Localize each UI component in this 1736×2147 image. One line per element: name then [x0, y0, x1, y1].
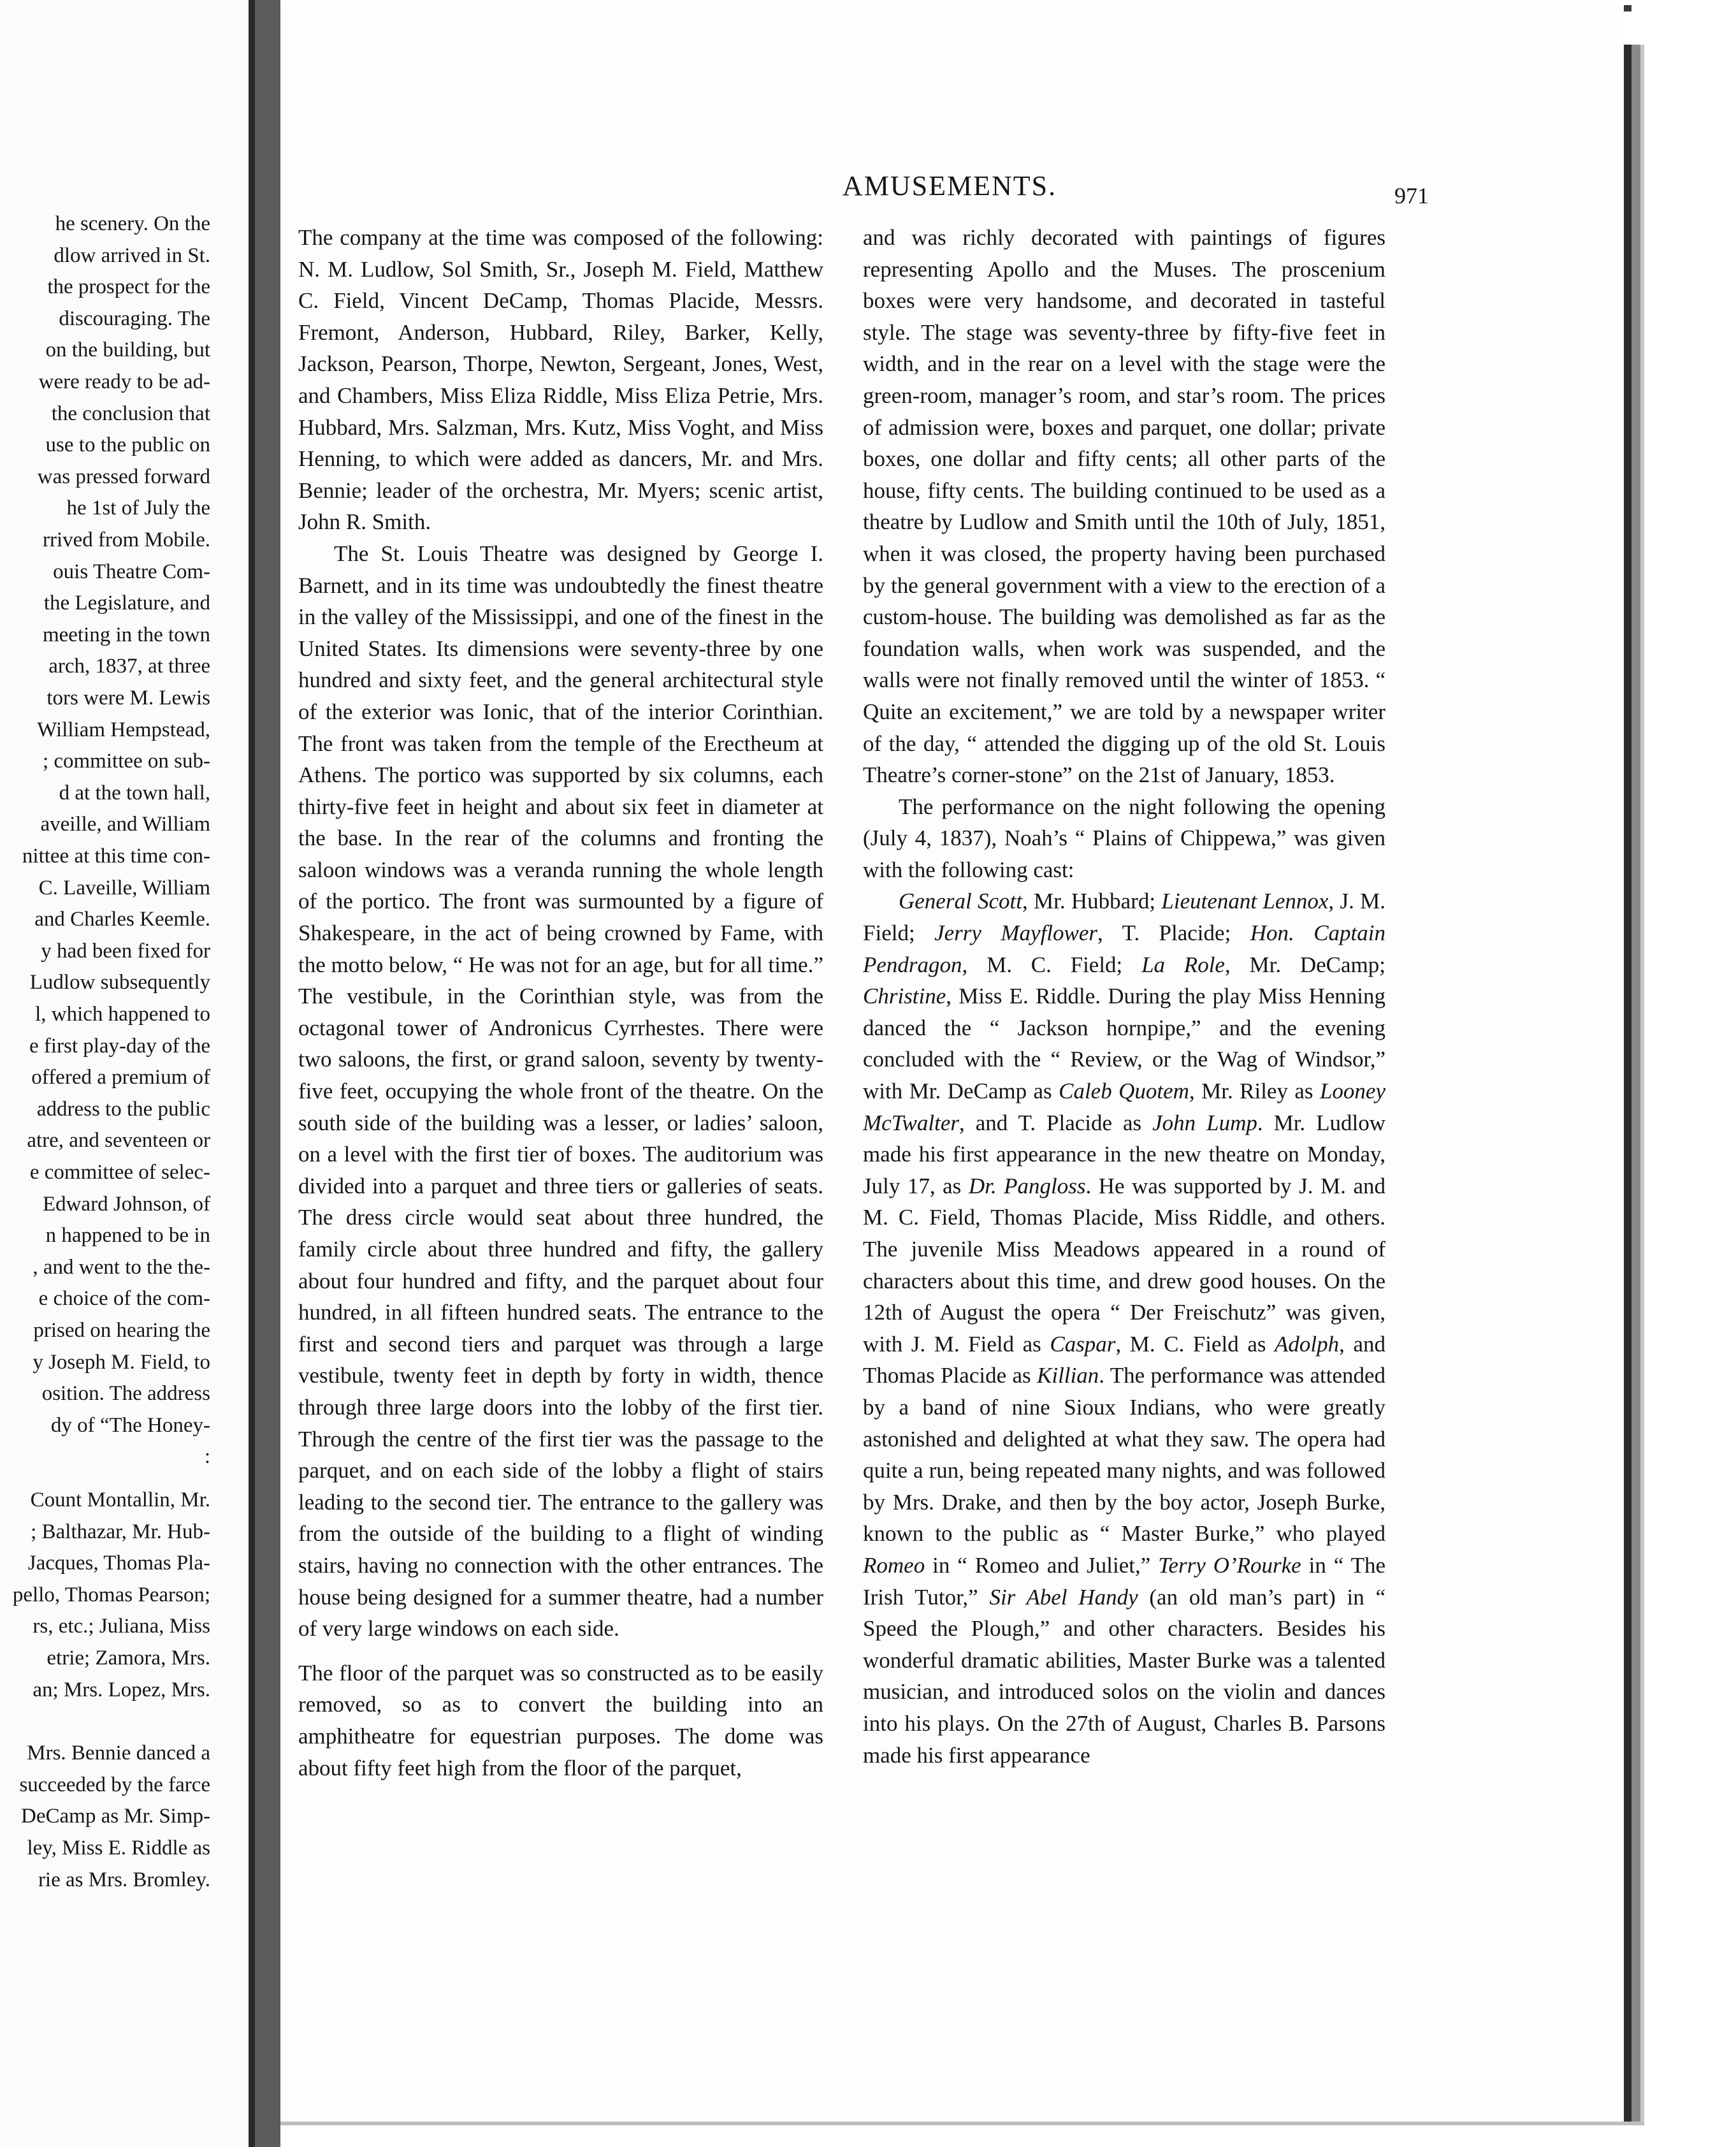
facing-page-line: e first play-day of the — [29, 1034, 210, 1058]
facing-page-line: y Joseph M. Field, to — [33, 1350, 210, 1374]
page-number: 971 — [1394, 183, 1429, 208]
facing-page-line: atre, and seventeen or — [27, 1129, 210, 1153]
role-name: La Role — [1141, 952, 1225, 977]
left-column — [298, 222, 823, 1784]
facing-page-line: Edward Johnson, of — [42, 1192, 210, 1216]
cast-text: , Miss E. Riddle. During the play Miss Henning danced the “ Jackson hornpipe,” and the evening concluded with the “ Review, or the Wag of Windsor,” with Mr. DeCamp as — [863, 984, 1385, 1104]
paragraph-company-list: The company at the time was composed of the following: N. M. Ludlow, Sol Smith, Sr., Joseph M. Field, Matthew C. Field, Vincent DeCamp, Thomas Placide, Messrs. Fremont, Anderson, Hubbard, Riley, Barker, Kelly, Jackson, Pearson, Thorpe, Newton, Sergeant, Jones, West, and Chambers, Miss Eliza Riddle, Miss Eliza Petrie, Mrs. Hubbard, Mrs. Salzman, Mrs. Kutz, Miss Voght, and Miss Henning, to which were added as dancers, Mr. and Mrs. Bennie; leader of the orchestra, Mr. Myers; scenic artist, John R. Smith. — [298, 225, 823, 535]
facing-page-line: e committee of selec- — [29, 1161, 210, 1184]
role-name: John Lump — [1152, 1110, 1257, 1135]
facing-page-line: dlow arrived in St. — [54, 244, 210, 267]
facing-page-line: arch, 1837, at three — [48, 655, 210, 678]
facing-page-line: osition. The address — [41, 1382, 210, 1406]
cast-text: (an old man’s part) in “ Speed the Plough,” and other characters. Besides his wonderful dramatic abilities, Master Burke was a talented musician, and introduced solos on the violin and dances into his plays. On the 27th of August, Charles B. Parsons made his first appearance — [863, 1584, 1385, 1768]
role-name: Dr. Pangloss — [968, 1173, 1086, 1198]
cast-text: , Mr. Hubbard; — [1022, 889, 1162, 914]
cast-text: . He was supported by J. M. and M. C. Field, Thomas Placide, Miss Riddle, and others. The juvenile Miss Meadows appeared in a round of characters about this time, and drew good houses. On the 12th of August the opera “ Der Freischutz” was given, with J. M. Field as — [863, 1173, 1385, 1357]
facing-page-line: rrived from Mobile. — [42, 528, 210, 551]
facing-page-line: was pressed forward — [37, 465, 210, 488]
facing-page-line: tors were M. Lewis — [47, 687, 210, 710]
role-name: General Scott — [899, 889, 1022, 914]
page-title: AMUSEMENTS. — [842, 170, 1057, 201]
paragraph-parquet-floor: The floor of the parquet was so constructed as to be easily removed, so as to convert the building into an amphitheatre for equestrian purposes. The dome was about fifty feet high from the floor of the parquet, — [298, 1660, 823, 1780]
facing-page-line: the Legislature, and — [43, 592, 210, 615]
facing-page-line: use to the public on — [45, 433, 210, 457]
running-head — [280, 170, 1624, 208]
role-name: Adolph — [1275, 1331, 1340, 1357]
facing-page-line: ; Balthazar, Mr. Hub- — [31, 1520, 210, 1543]
role-name: Sir Abel Handy — [989, 1584, 1138, 1610]
facing-page-line: and Charles Keemle. — [34, 908, 210, 931]
facing-page-line: discouraging. The — [59, 307, 210, 330]
facing-page-line: Count Montallin, Mr. — [30, 1488, 210, 1511]
cast-text: . The performance was attended by a band of nine Sioux Indians, who were greatly astonished and delighted at what they saw. The opera had quite a run, being repeated many nights, and was followed by Mrs. Drake, and then by the boy actor, Joseph Burke, known to the public as “ Master Burke,” who played — [863, 1363, 1386, 1547]
cast-text: in “ Romeo and Juliet,” — [925, 1552, 1159, 1578]
paragraph-decoration-and-fate: and was richly decorated with paintings of figures representing Apollo and the Muses. The proscenium boxes were very handsome, and decorated in tasteful style. The stage was seventy-three by fifty-five feet in width, and in the rear on a level with the stage were the green-room, manager’s room, and star’s room. The prices of admission were, boxes and parquet, one dollar; private boxes, one dollar and fifty cents; all other parts of the house, fifty cents. The building continued to be used as a theatre by Ludlow and Smith until the 10th of July, 1851, when it was closed, the property having been purchased by the general government with a view to the erection of a custom-house. The building was demolished as far as the foundation walls, when work was suspended, and the walls were not finally removed until the winter of 1853. “ Quite an excitement,” we are told by a newspaper writer of the day, “ attended the digging up of the old St. Louis Theatre’s corner-stone” on the 21st of January, 1853. — [863, 225, 1385, 788]
facing-page-line: d at the town hall, — [59, 781, 210, 804]
role-name: Caspar — [1050, 1331, 1116, 1357]
facing-page-line: he 1st of July the — [66, 497, 210, 520]
facing-page-line: on the building, but — [45, 338, 210, 362]
facing-page-line: , and went to the the- — [33, 1255, 210, 1279]
cast-text: , Mr. DeCamp; — [1224, 952, 1385, 977]
role-name: Lieutenant Lennox — [1161, 889, 1329, 914]
facing-page-line: succeeded by the farce — [19, 1773, 210, 1796]
role-name: Romeo — [863, 1552, 925, 1578]
facing-page-line: y had been fixed for — [41, 939, 210, 963]
cast-text: , and T. Placide as — [959, 1110, 1153, 1135]
facing-page-line: Ludlow subsequently — [29, 971, 210, 994]
facing-page-line: pello, Thomas Pearson; — [12, 1583, 210, 1606]
paragraph-performance-opening: The performance on the night following the opening (July 4, 1837), Noah’s “ Plains of Chippewa,” was given with the following cast: — [863, 794, 1385, 882]
facing-page-line: : — [204, 1445, 210, 1469]
facing-page-line: aveille, and William — [40, 813, 210, 836]
facing-page-line: Mrs. Bennie danced a — [27, 1742, 210, 1765]
facing-page-line: C. Laveille, William — [38, 876, 210, 899]
facing-page-line: ley, Miss E. Riddle as — [27, 1837, 210, 1860]
facing-page-line: meeting in the town — [42, 623, 210, 646]
facing-page-fragment — [0, 0, 249, 2147]
facing-page-line: rie as Mrs. Bromley. — [38, 1868, 210, 1891]
cast-text: , Mr. Riley as — [1189, 1079, 1320, 1104]
cast-text: , T. Placide; — [1097, 921, 1250, 946]
facing-page-line: etrie; Zamora, Mrs. — [47, 1647, 210, 1670]
facing-page-line: the prospect for the — [47, 275, 210, 299]
facing-page-line: an; Mrs. Lopez, Mrs. — [33, 1678, 210, 1701]
role-name: Christine — [863, 984, 946, 1009]
facing-page-line: address to the public — [36, 1097, 210, 1121]
facing-page-line: ; committee on sub- — [42, 750, 210, 773]
facing-page-line: prised on hearing the — [33, 1319, 210, 1342]
facing-page-line: offered a premium of — [31, 1066, 210, 1089]
role-name: Jerry Mayflower — [934, 921, 1098, 946]
facing-page-line: nittee at this time con- — [22, 845, 210, 868]
facing-page-line: e choice of the com- — [38, 1287, 210, 1311]
role-name: Terry O’Rourke — [1158, 1552, 1301, 1578]
paragraph-cast-and-season — [863, 885, 1385, 1771]
facing-page-line: dy of “The Honey- — [50, 1413, 210, 1437]
book-page — [280, 5, 1624, 2122]
cast-text: , J. M. Field; — [863, 889, 1385, 946]
facing-page-line: Jacques, Thomas Pla- — [27, 1552, 210, 1575]
cast-text: , M. C. Field; — [962, 952, 1142, 977]
facing-page-line: William Hempstead, — [37, 718, 210, 741]
cast-text: , and Thomas Placide as — [863, 1331, 1385, 1388]
cast-text: in “ The Irish Tutor,” — [863, 1552, 1385, 1610]
cast-text: , M. C. Field as — [1115, 1331, 1275, 1357]
facing-page-line: rs, etc.; Juliana, Miss — [33, 1615, 210, 1638]
role-name: Hon. Captain Pendragon — [863, 921, 1385, 977]
facing-page-line: he scenery. On the — [55, 212, 210, 235]
paragraph-theatre-design: The St. Louis Theatre was designed by George I. Barnett, and in its time was undoubtedly the finest theatre in the valley of the Mississippi, and one of the finest in the United States. Its dimensions were seventy-three by one hundred and sixty feet, and the general architectural style of the exterior was Ionic, that of the interior Corinthian. The front was taken from the temple of the Erectheum at Athens. The portico was supported by six columns, each thirty-five feet in height and about six feet in diameter at the base. In the rear of the columns and fronting the saloon windows was a veranda running the whole length of the portico. The front was surmounted by a figure of Shakespeare, in the act of being crowned by Fame, with the motto below, “ He was not for an age, but for all time.” The vestibule, in the Corinthian style, was from the octagonal tower of Andronicus Cyrrhestes. There were two saloons, the first, or grand saloon, seventy by twenty-five feet, occupying the whole front of the theatre. On the south side of the building was a lesser, or ladies’ saloon, on a level with the first tier of boxes. The auditorium was divided into a parquet and three tiers or galleries of seats. The dress circle would seat about three hundred, the family circle about three hundred and fifty, the gallery about four hundred and fifty, and the parquet about four hundred, in all fifteen hundred seats. The entrance to the first and second tiers and parquet was through a large vestibule, twenty feet in depth by forty in width, thence through three large doors into the lobby of the first tier. Through the centre of the first tier was the passage to the parquet, and on each side of the lobby a flight of stairs leading to the second tier. The entrance to the gallery was from the outside of the building to a flight of winding stairs, having no connection with the other entrances. The house being designed for a summer theatre, had a number of very large windows on each side. — [298, 541, 823, 1641]
facing-page-line: l, which happened to — [35, 1003, 210, 1026]
role-name: Caleb Quotem — [1059, 1079, 1189, 1104]
role-name: Killian — [1037, 1363, 1099, 1388]
right-column — [863, 222, 1385, 1771]
facing-page-line: DeCamp as Mr. Simp- — [21, 1805, 210, 1828]
cast-text: . Mr. Ludlow made his first appearance in the new theatre on Monday, July 17, as — [863, 1110, 1386, 1198]
facing-page-line: ouis Theatre Com- — [53, 560, 210, 583]
facing-page-line: were ready to be ad- — [38, 370, 210, 393]
facing-page-line: n happened to be in — [45, 1224, 210, 1248]
role-name: Looney McTwalter — [863, 1079, 1386, 1135]
facing-page-line: the conclusion that — [51, 402, 210, 425]
